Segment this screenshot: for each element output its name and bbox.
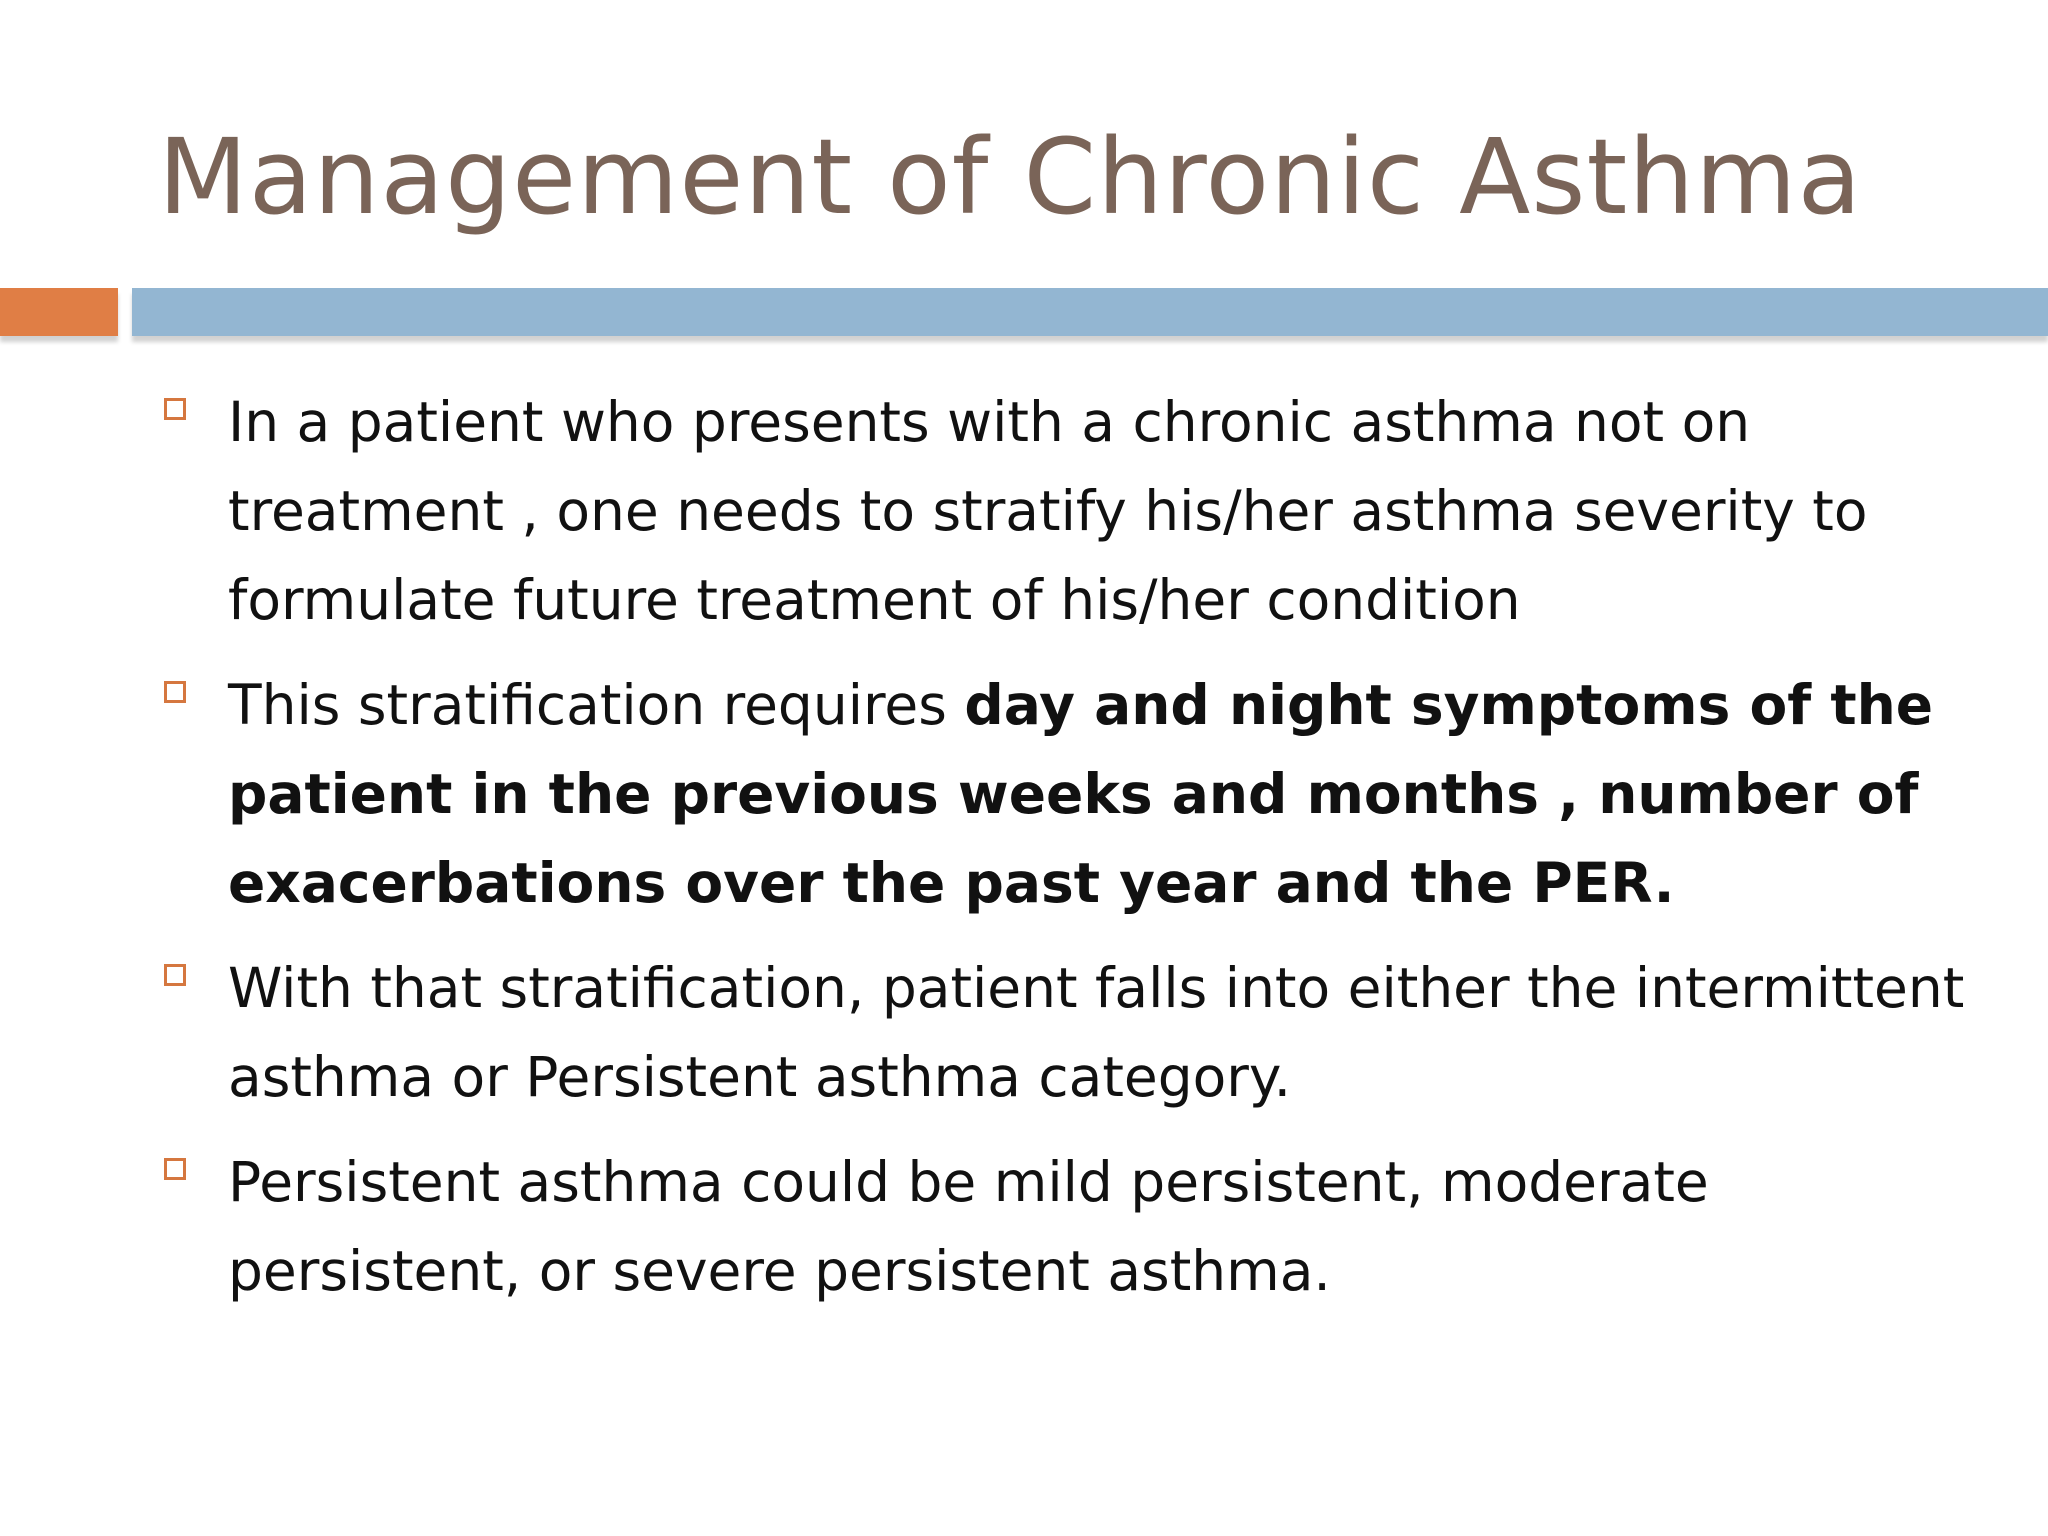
bullet-item	[160, 661, 1980, 928]
slide-title: Management of Chronic Asthma	[158, 116, 1863, 238]
bullet-item	[160, 1138, 1980, 1316]
accent-bar-blue	[132, 288, 2048, 336]
bullet-text: This stratification requires	[228, 673, 965, 737]
bullet-text: Persistent asthma could be mild persistent, moderate persistent, or severe persistent asthma.	[228, 1150, 1709, 1303]
bullet-list	[160, 378, 1980, 1332]
hollow-square-bullet-icon	[164, 681, 186, 703]
bullet-text: In a patient who presents with a chronic asthma not on treatment , one needs to stratify his/her asthma severity to formulate future treatment of his/her condition	[228, 390, 1868, 632]
bullet-text-bold: day and night symptoms of the patient in the previous weeks and months , number of exacerbations over the past year and the PER.	[228, 673, 1934, 915]
bullet-item	[160, 944, 1980, 1122]
hollow-square-bullet-icon	[164, 398, 186, 420]
accent-bar-orange	[0, 288, 118, 336]
hollow-square-bullet-icon	[164, 1158, 186, 1180]
bullet-item	[160, 378, 1980, 645]
hollow-square-bullet-icon	[164, 964, 186, 986]
bullet-text: With that stratification, patient falls into either the intermittent asthma or Persistent asthma category.	[228, 956, 1965, 1109]
